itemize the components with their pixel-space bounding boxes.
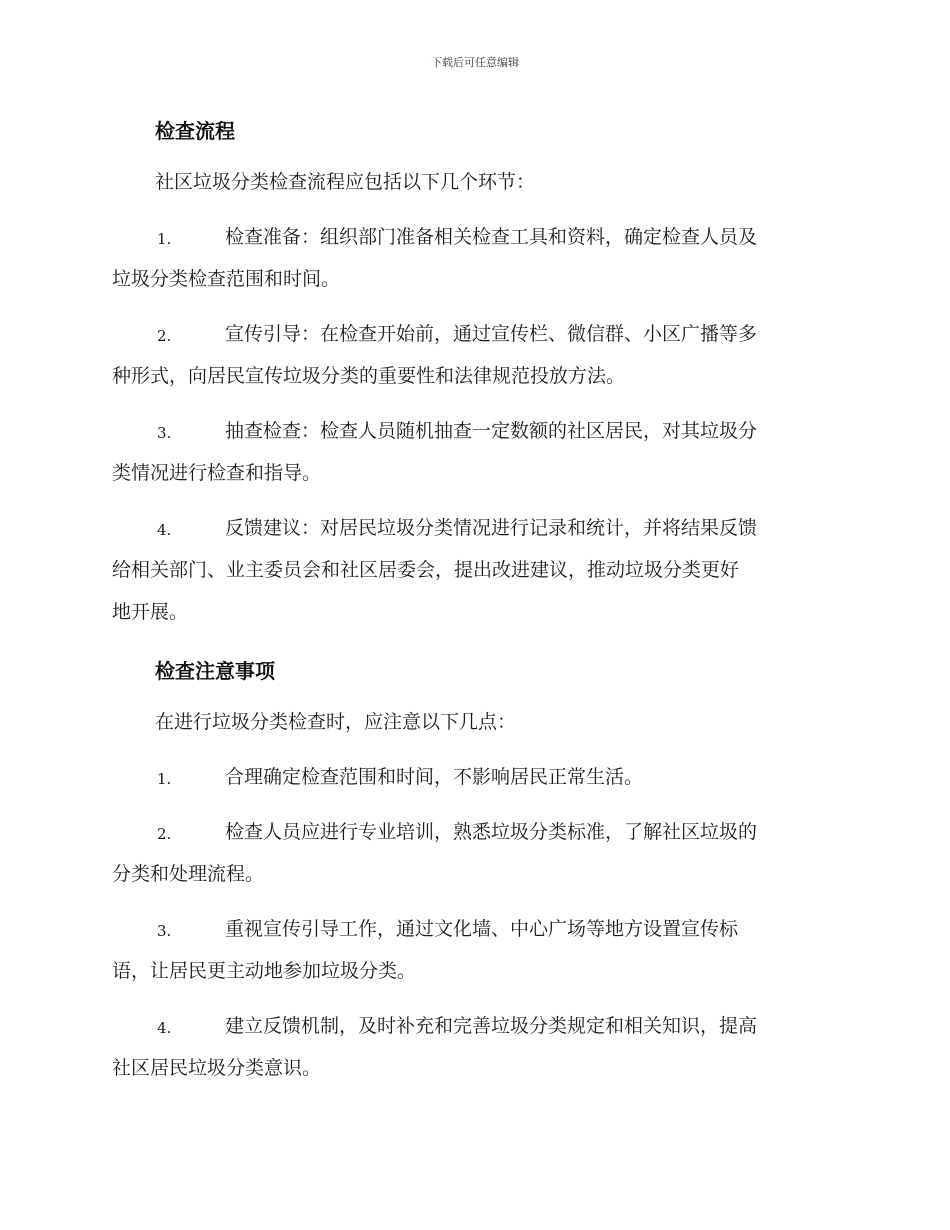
list-item-number: 1. — [157, 230, 172, 248]
list-item-text: 种形式，向居民宣传垃圾分类的重要性和法律规范投放方法。 — [112, 365, 626, 387]
list-item-number: 3. — [157, 424, 172, 442]
list-item-text: 分类和处理流程。 — [112, 863, 265, 885]
list-item-text: 垃圾分类检查范围和时间。 — [112, 268, 341, 290]
section-intro: 社区垃圾分类检查流程应包括以下几个环节： — [155, 171, 536, 193]
list-item-text: 类情况进行检查和指导。 — [112, 462, 322, 484]
list-item-text: 检查人员应进行专业培训，熟悉垃圾分类标准，了解社区垃圾的 — [225, 821, 758, 843]
list-item-text: 反馈建议：对居民垃圾分类情况进行记录和统计，并将结果反馈 — [225, 517, 758, 539]
list-item-number: 1. — [157, 770, 172, 788]
list-item-text: 语，让居民更主动地参加垃圾分类。 — [112, 960, 417, 982]
list-item-text: 地开展。 — [112, 601, 189, 623]
section-intro: 在进行垃圾分类检查时，应注意以下几点： — [155, 711, 517, 733]
list-item-text: 给相关部门、业主委员会和社区居委会，提出改进建议，推动垃圾分类更好 — [112, 559, 740, 581]
list-item-text: 合理确定检查范围和时间，不影响居民正常生活。 — [225, 766, 644, 788]
list-item-number: 2. — [157, 825, 172, 843]
list-item-text: 重视宣传引导工作，通过文化墙、中心广场等地方设置宣传标 — [225, 918, 739, 940]
list-item-number: 4. — [157, 521, 172, 539]
list-item-number: 2. — [157, 327, 172, 345]
list-item-text: 建立反馈机制，及时补充和完善垃圾分类规定和相关知识，提高 — [225, 1015, 758, 1037]
page-header: 下载后可任意编辑 — [431, 56, 519, 69]
list-item-text: 抽查检查：检查人员随机抽查一定数额的社区居民，对其垃圾分 — [225, 420, 758, 442]
section-heading-inspection-notes: 检查注意事项 — [155, 659, 275, 683]
section-heading-inspection-process: 检查流程 — [155, 119, 235, 143]
list-item-text: 社区居民垃圾分类意识。 — [112, 1057, 322, 1079]
list-item-number: 4. — [157, 1019, 172, 1037]
list-item-number: 3. — [157, 922, 172, 940]
list-item-text: 宣传引导：在检查开始前，通过宣传栏、微信群、小区广播等多 — [225, 323, 758, 345]
list-item-text: 检查准备：组织部门准备相关检查工具和资料，确定检查人员及 — [225, 226, 758, 248]
